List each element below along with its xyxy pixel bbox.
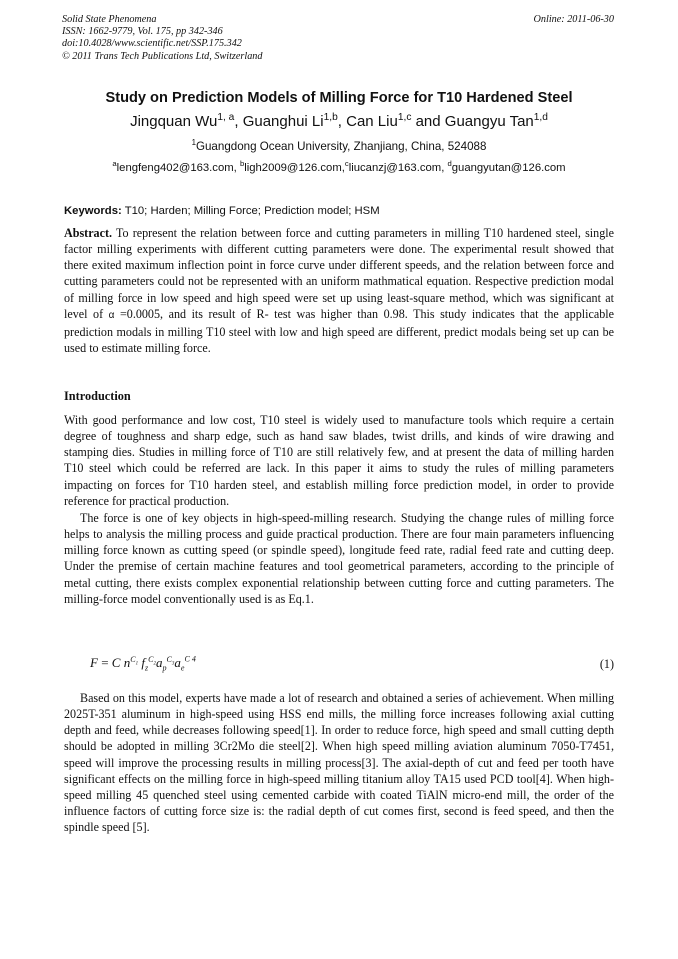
email-link[interactable]: lengfeng402@163.com, [116,162,240,174]
eq-ap: a [155,655,163,670]
author-list: Jingquan Wu$^{1, a}$, Guanghui Li$^{1,b}$, Can Liu$^{1,c}$ and Guangyu Tan$^{1,d}$ [130,112,548,130]
eq-n: n [123,655,131,670]
email-sup: d [447,159,452,169]
email-link[interactable]: guangyutan@126.com [451,162,566,174]
eq-n-exp: C [130,654,136,664]
eq-equals: = [97,655,112,670]
intro-paragraph-2: The force is one of key objects in high-speed-milling research. Studying the change rules of milling force helps to analysis the milling process and guide practical production. There are four main parameters influencing milling force known as cutting speed (or spindle speed), longitude feed rate, radial feed rate and cutting deep. Under the premise of certain machine features and tool geometrical parameters, according to the principle of metal cutting, there exists complex exponential relationship between cutting force and cutting parameters. The milling-force model conventionally used is as Eq.1. [64,511,614,606]
issn-line: ISSN: 1662-9779, Vol. 175, pp 342-346 [62,26,223,38]
author-name: Can Liu [346,113,398,130]
paper-title: Study on Prediction Models of Milling Force for T10 Hardened Steel [105,90,573,106]
author-name: Jingquan Wu [130,113,218,130]
alpha-symbol: α [108,309,115,321]
eq-ae-sub: e [180,663,185,673]
section-heading-introduction: Introduction [64,389,131,403]
author-name: Guanghui Li [242,113,324,130]
affiliation-sup: 1 [191,138,196,148]
eq-ap-exp-sub: 3 [171,661,175,667]
abstract-text: To represent the relation between force and cutting parameters in milling T10 hardened steel, single factor milling experiments with different cutting parameters were done. The experimental result showed that there exited maximum inflection point in force curve under different speeds, and the relation between force and cutting parameters could not be represented with an uniform mathmatical equation. Respective prediction modal of milling force in low speed and high speed were set up using least-square method, which was significant at level of [64,226,614,321]
equation-1 [90,655,196,671]
eq-const: C [111,655,121,670]
author-sup: 1,b [323,112,338,123]
email-sup: c [344,159,349,169]
author-sup: 1,d [533,112,548,123]
abstract-text-cont: =0.0005, and its result of R- test was higher than 0.98. This study indicates that the applicable prediction modals in milling T10 steel with low and high speed are different, predict modals being set up can be used to estimate milling force. [64,306,614,356]
eq-f: f [141,655,145,670]
eq-ap-exp: C [166,654,172,664]
eq-lhs: F [90,655,98,670]
online-date: Online: 2011-06-30 [533,14,614,25]
eq-ae: a [174,655,181,670]
equation-number: (1) [599,657,614,671]
keywords-text: T10; Harden; Milling Force; Prediction model; HSM [121,205,380,217]
intro-paragraph-1: With good performance and low cost, T10 steel is widely used to manufacture tools which require a certain degree of toughness and sharp edge, such as hand saw blades, twist drills, and kinds of wire drawing and stamping dies. Studies in milling force of T10 are still relatively few, and at present the data of milling harden T10 steel which could be referred are lack. In this paper it aims to study the rules of milling parameters impacting on forces for T10 harden steel, and establish milling force prediction model, in order to provide reference for practical production. [64,413,614,508]
affiliation-text: Guangdong Ocean University, Zhanjiang, China, 524088 [195,140,487,153]
eq-f-exp: C [148,654,154,664]
abstract [64,225,614,356]
author-sup: 1, a [217,112,235,123]
keywords-label: Keywords: [64,205,122,217]
eq-n-exp-sub: 1 [135,661,139,667]
eq-f-sub: z [144,663,149,673]
email-link[interactable]: liucanzj@163.com, [348,162,448,174]
email-link[interactable]: ligh2009@126.com, [244,162,345,174]
doi-line: doi:10.4028/www.scientific.net/SSP.175.342 [62,38,242,50]
keywords [64,205,380,217]
author-sup: 1,c [397,112,412,123]
eq-f-exp-sub: 2 [153,661,156,667]
affiliation [0,140,678,153]
intro-paragraph-3: Based on this model, experts have made a lot of research and obtained a series of achievement. When milling 2025T-351 aluminum in high-speed using HSS end mills, the milling force increases following axial cutting depth and feed, while decreases following speed[1]. In order to reduce force, high speed and small cutting depth should be adopted in milling 3Cr2Mo die steel[2]. When high speed milling aviation aluminum 7050-T7451, speed will improve the processing results in milling process[3]. The axial-depth of cut and feed per tooth have significant effects on the milling force in high-speed milling titanium alloy TA15 used PCD tool[4]. When high-speed milling 45 quenched steel using cemented carbide with coated TiAlN micro-end mill, the order of the influence factors of cutting force size is: the radial depth of cut comes first, second is feed speed, and then the spindle speed [5]. [64,691,614,835]
author-name: Guangyu Tan [444,113,534,130]
eq-ae-exp: C 4 [184,654,196,664]
email-sup: b [239,159,245,169]
copyright-line: © 2011 Trans Tech Publications Ltd, Switzerland [62,50,263,62]
eq-ap-sub: p [162,663,167,673]
abstract-label: Abstract. [64,226,113,240]
journal-header [62,14,262,63]
email-list [0,159,678,174]
journal-name: Solid State Phenomena [62,14,157,25]
email-sup: a [112,159,117,169]
